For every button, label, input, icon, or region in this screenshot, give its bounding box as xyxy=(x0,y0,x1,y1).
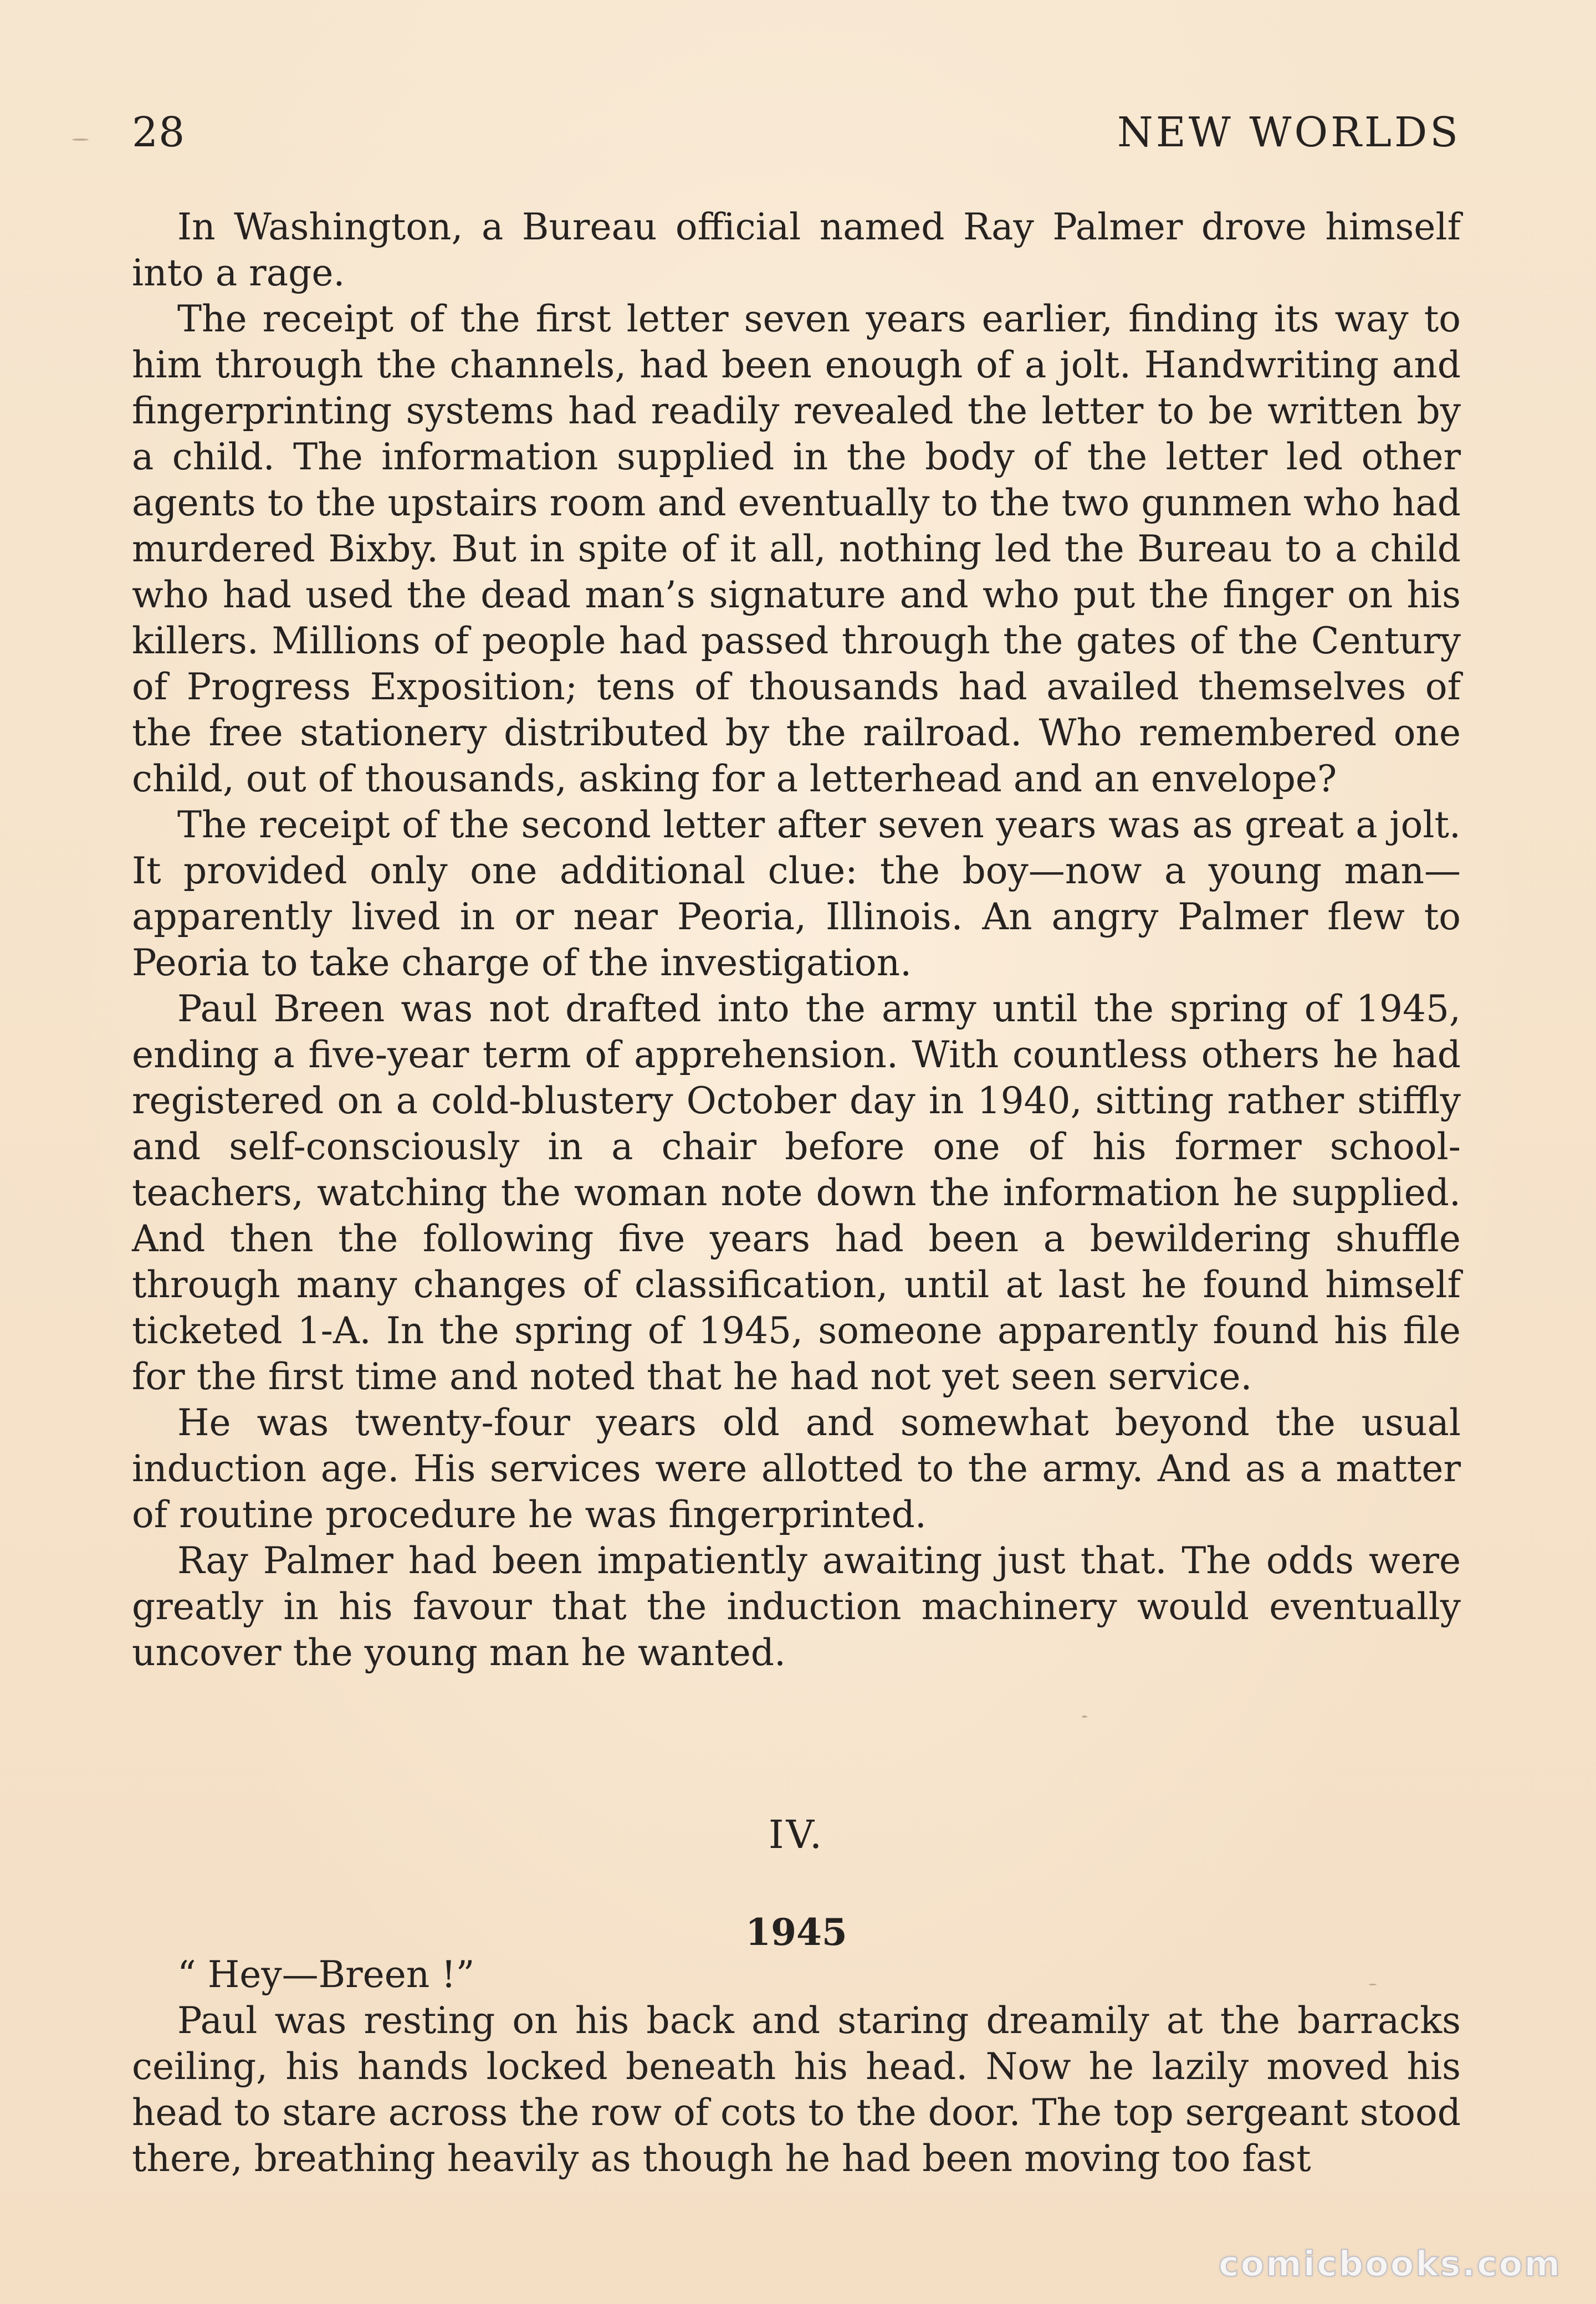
body-text xyxy=(132,204,1461,1676)
section-year-heading: 1945 xyxy=(745,1911,847,1954)
paragraph: The receipt of the first letter seven years earlier, finding its way to him through the channels, had been enough of a jolt. Handwriting and fingerprinting systems had readily revealed the letter to be written by a child. The information supplied in the body of the letter led other agents to the upstairs room and eventually to the two gunmen who had murdered Bixby. But in spite of it all, nothing led the Bureau to a child who had used the dead man’s signature and who put the finger on his killers. Millions of people had passed through the gates of the Century of Progress Exposition; tens of thousands had availed themselves of the free stationery distributed by the railroad. Who remembered one child, out of thousands, asking for a letterhead and an envelope? xyxy=(132,298,1461,800)
paragraph: Paul was resting on his back and staring dreamily at the barracks ceiling, his hands locked beneath his head. Now he lazily moved his head to stare across the row of cots to the door. The top sergeant stood there, breathing heavily as though he had been moving too fast xyxy=(132,1999,1461,2180)
running-title: NEW WORLDS xyxy=(1117,109,1461,156)
page-number: 28 xyxy=(132,109,186,156)
paragraph: Ray Palmer had been impatiently awaiting just that. The odds were greatly in his favour that the induction machinery would eventually uncover the young man he wanted. xyxy=(132,1539,1461,1674)
paragraph: He was twenty-four years old and somewhat beyond the usual induction age. His services were allotted to the army. And as a matter of routine procedure he was fingerprinted. xyxy=(132,1401,1461,1536)
paper-speck xyxy=(1369,1984,1377,1985)
paragraph: The receipt of the second letter after seven years was as great a jolt. It provided only one additional clue: the boy—now a young man—apparently lived in or near Peoria, Illinois. An angry Palmer flew to Peoria to take charge of the investigation. xyxy=(132,803,1461,984)
chapter-heading: IV. xyxy=(768,1812,825,1857)
paper-speck xyxy=(1082,1716,1087,1718)
paragraph: Paul Breen was not drafted into the army until the spring of 1945, ending a five-year term of apprehension. With countless others he had registered on a cold-blustery October day in 1940, sitting rather stiffly and self-consciously in a chair before one of his former school-teachers, watching the woman note down the information he supplied. And then the following five years had been a bewildering shuffle through many changes of classification, until at last he found himself ticketed 1-A. In the spring of 1945, someone apparently found his file for the first time and noted that he had not yet seen service. xyxy=(132,987,1461,1398)
paper-speck xyxy=(72,139,89,141)
watermark-logo: comicbooks.com xyxy=(1218,2244,1562,2284)
body-text-continued xyxy=(132,1952,1461,2182)
paragraph: In Washington, a Bureau official named Ray Palmer drove himself into a rage. xyxy=(132,206,1461,294)
running-head xyxy=(132,109,1461,164)
paragraph: “ Hey—Breen !” xyxy=(177,1953,475,1996)
